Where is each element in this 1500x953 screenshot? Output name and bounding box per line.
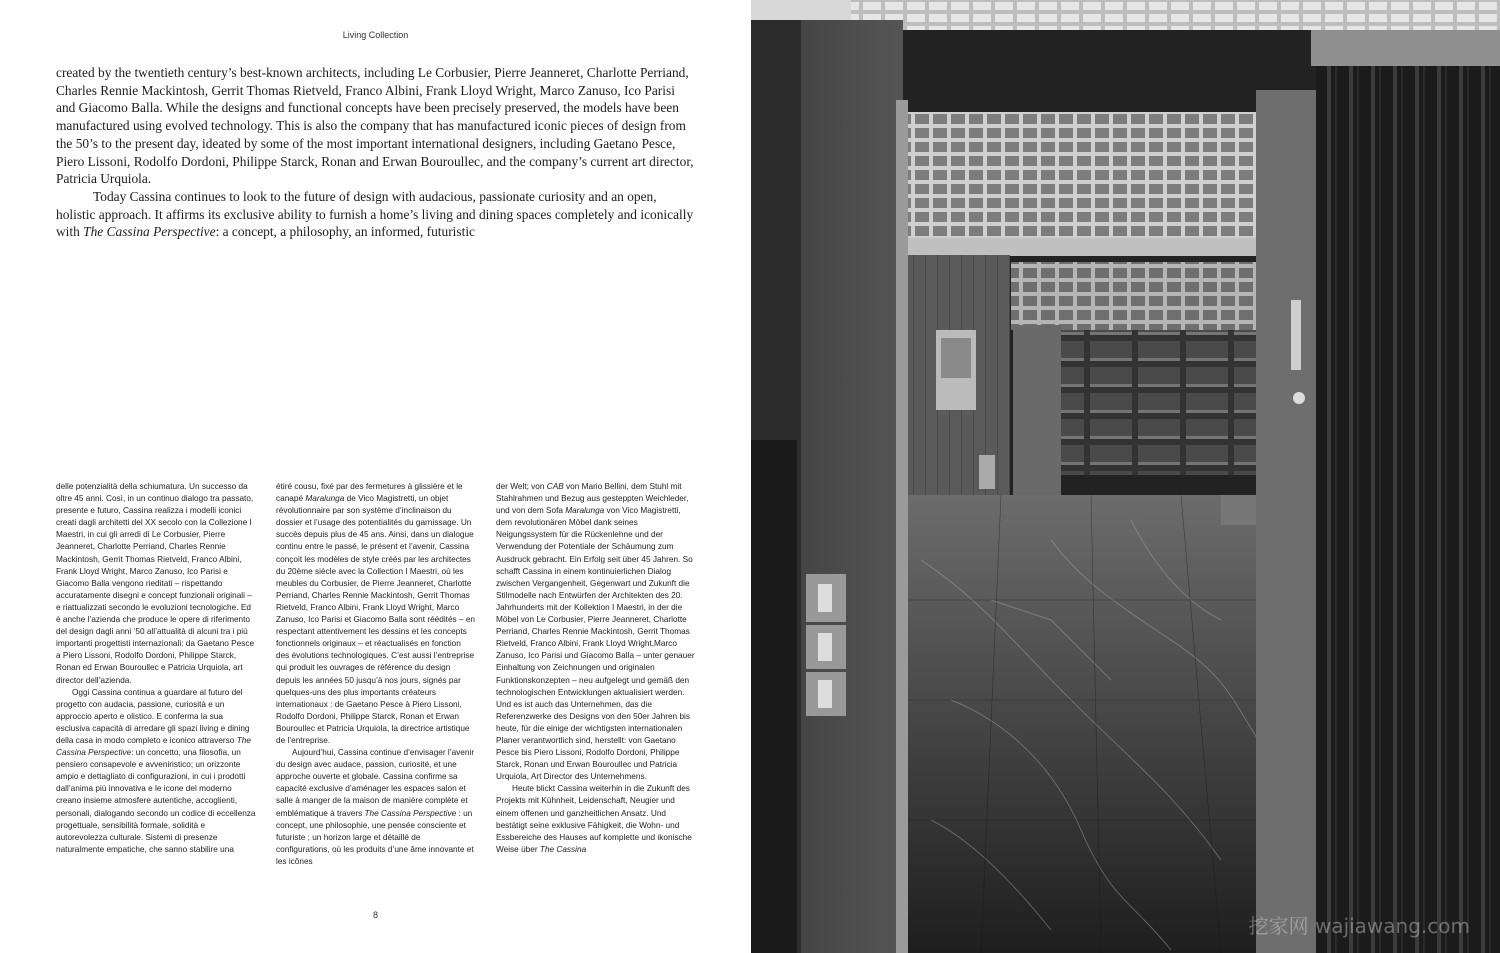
german-paragraph-1 [496, 481, 696, 783]
main-paragraph-2-text-b: : a concept, a philosophy, an informed, futuristic [215, 224, 475, 240]
italian-paragraph-2-text-a: Oggi Cassina continua a guardare al futuro del progetto con audacia, passione, curiosità e un approccio aperto e olistico. E conferma la sua esclusiva capacità di arredare gli spazi living e dining della casa in modo completo e iconico attraverso [56, 687, 250, 745]
italian-paragraph-2-title: The Cassina Perspective [56, 735, 251, 758]
italian-paragraph-1: delle potenzialità della schiumatura. Un successo da oltre 45 anni. Così, in un continuo dialogo tra passato, presente e futuro, Cassina realizza i modelli iconici creati dagli architetti del XX secolo con la Collezione I Maestri, in cui gli arredi di Le Corbusier, Pierre Jeanneret, Charlotte Perriand, Charles Rennie Mackintosh, Gerrit Thomas Rietveld, Franco Albini, Frank Lloyd Wright, Marco Zanuso, Ico Parisi e Giacomo Balla vengono rieditati – rispettando accuratamente disegni e concept funzionali originali – e riattualizzati secondo le evoluzioni tecnologiche. Ed è anche l’azienda che produce le opere di riferimento del design dagli anni ’50 all’attualità di alcuni tra i più importanti progettisti internazionali: da Gaetano Pesce a Piero Lissoni, Rodolfo Dordoni, Philippe Starck, Ronan ed Erwan Bouroullec e Patricia Urquiola, art director dell’azienda. [56, 482, 255, 685]
running-head: Living Collection [342, 30, 409, 40]
main-paragraph-1: created by the twentieth century’s best-known architects, including Le Corbusier, Pierre Jeanneret, Charlotte Perriand, Charles Rennie Mackintosh, Gerrit Thomas Rietveld, Franco Albini, Frank Lloyd Wright, Marco Zanuso, Ico Parisi and Giacomo Balla. While the designs and functional concepts have been precisely preserved, the models have been manufactured using evolved technology. This is also the company that has manufactured iconic pieces of design from the 50’s to the present day, ideated by some of the most important international designers, including Gaetano Pesce, Piero Lissoni, Rodolfo Dordoni, Philippe Starck, Ronan and Erwan Bouroullec, and the company’s current art director, Patricia Urquiola. [56, 65, 694, 187]
french-column [276, 481, 476, 868]
german-paragraph-1-title-2: Maralunga [565, 506, 605, 516]
italian-paragraph-2-text-b: : un concetto, una filosofia, un pensiero consapevole e avveniristico; un orizzonte ampio e dettagliato di configurazioni, in cui i prodotti dall’anima più innovativa e le icone del moderno creano insieme atmosfere autentiche, accoglienti, personali, dialogando secondo un codice di eccellenza progettuale, sensibilità formale, solidità e autorevolezza culturale. Sistemi di presenze naturalmente empatiche, che sanno stabilire una [56, 748, 256, 854]
main-paragraph-2 [56, 188, 696, 241]
german-paragraph-1-text-c: von Vico Magistretti, dem revolutionären Möbel dank seines Neigungssystem für die Rückenlehne und der Verwendung der Potentiale der Schäumung zum Ausdruck gebracht. Ein Erfolg seit über 45 Jahren. So schafft Cassina in einem kontinuierlichen Dialog zwischen Vergangenheit, Gegenwart und Zukunft die Stilmodelle nach Entwürfen der Architekten des 20. Jahrhunderts mit der Kollektion I Maestri, in der die Möbel von Le Corbusier, Pierre Jeanneret, Charlotte Perriand, Charles Rennie Mackintosh, Gerrit Thomas Rietveld, Franco Albini, Frank Lloyd Wright,Marco Zanuso, Ico Parisi und Giacomo Balla – unter genauer Einhaltung von Zeichnungen und originalen Funktionskonzepten – neu aufgelegt und gemäß den technologischen Entwicklungen aktualisiert werden. Und es ist auch das Unternehmen, das die Referenzwerke des Designs von den 50er Jahren bis heute, für die einige der wichtigsten internationalen Planer verantwortlich sind, herstellt: von Gaetano Pesce bis Piero Lissoni, Rodolfo Dordoni, Philippe Starck, Ronan und Erwan Bouroullec und Patricia Urquiola, Art Director des Unternehmens. [496, 506, 695, 782]
watermark: 挖家网 wajiawang.com [1248, 914, 1470, 938]
french-paragraph-2-text-b: : un concept, une philosophie, une pensée consciente et futuriste ; un horizon large et détaillé de configurations, où les produits d’une âme innovante et les icônes [276, 808, 474, 866]
french-paragraph-2-text-a: Aujourd’hui, Cassina continue d’envisager l’avenir du design avec audace, passion, curiosité, et une approche ouverte et globale. Cassina confirme sa capacité exclusive d’aménager les espaces salon et salle à manger de la maison de manière complète et emblématique à travers [276, 748, 475, 818]
french-paragraph-1-text-b: de Vico Magistretti, un objet révolutionnaire par son système d’inclinaison du dossier et l’usage des potentialités du garnissage. Un succès depuis plus de 45 ans. Ainsi, dans un dialogue continu entre le passé, le présent et l’avenir, Cassina conçoit les modèles de style créés par les architectes du 20ème siècle avec la Collection I Maestri, où les meubles du Corbusier, de Pierre Jeanneret, Charlotte Perriand, Charles Rennie Mackintosh, Gerrit Thomas Rietveld, Franco Albini, Frank Lloyd Wright, Marco Zanuso, Ico Parisi et Giacomo Balla sont réédités – en respectant attentivement les dessins et les concepts fonctionnels originaux – et réactualisés en fonction des évolutions technologiques. C’est aussi l’entreprise qui produit les ouvrages de référence du design depuis les années 50 jusqu’à nos jours, signés par quelques-uns des plus importants créateurs internationaux : de Gaetano Pesce à Piero Lissoni, Rodolfo Dordoni, Philippe Starck, Ronan et Erwan Bouroullec et Patricia Urquiola, la directrice artistique de l’entreprise. [276, 494, 476, 745]
french-paragraph-2 [276, 747, 476, 868]
italian-paragraph-2 [56, 687, 256, 856]
interior-photo-illustration [751, 0, 1500, 953]
french-paragraph-2-title: The Cassina Perspective [364, 808, 457, 818]
main-text-block [56, 64, 696, 241]
german-paragraph-2-title: The Cassina [539, 844, 587, 854]
german-paragraph-1-text-a: der Welt; von [496, 482, 547, 491]
main-paragraph-2-title: The Cassina Perspective [83, 224, 216, 240]
french-paragraph-1-text-a: étiré cousu, fixé par des fermetures à glissière et le canapé [276, 482, 463, 504]
main-paragraph-2-text-a: Today Cassina continues to look to the future of design with audacious, passionate curiosity and an open, holistic approach. It affirms its exclusive ability to furnish a home’s living and dining spaces completely and iconically with [56, 188, 694, 240]
german-paragraph-2 [496, 783, 696, 856]
french-paragraph-1-title: Maralunga [305, 494, 345, 504]
german-paragraph-2-text-a: Heute blickt Cassina weiterhin in die Zukunft des Projekts mit Kühnheit, Leidenschaft, Neugier und einem offenen und ganzheitlichen Ansatz. Und bestätigt seine exklusive Fähigkeit, die Wohn- und Essbereiche des Hauses auf komplette und ikonische Weise über [496, 784, 692, 854]
italian-column [56, 481, 256, 856]
german-paragraph-1-text-b: von Mario Bellini, dem Stuhl mit Stahlrahmen und Bezug aus gesteppten Weichleder, und von dem Sofa [496, 482, 689, 516]
page-number: 8 [372, 910, 378, 920]
german-column [496, 481, 696, 856]
french-paragraph-1 [276, 481, 476, 747]
interior-photo [751, 0, 1500, 953]
german-paragraph-1-title-1: CAB [546, 482, 564, 491]
